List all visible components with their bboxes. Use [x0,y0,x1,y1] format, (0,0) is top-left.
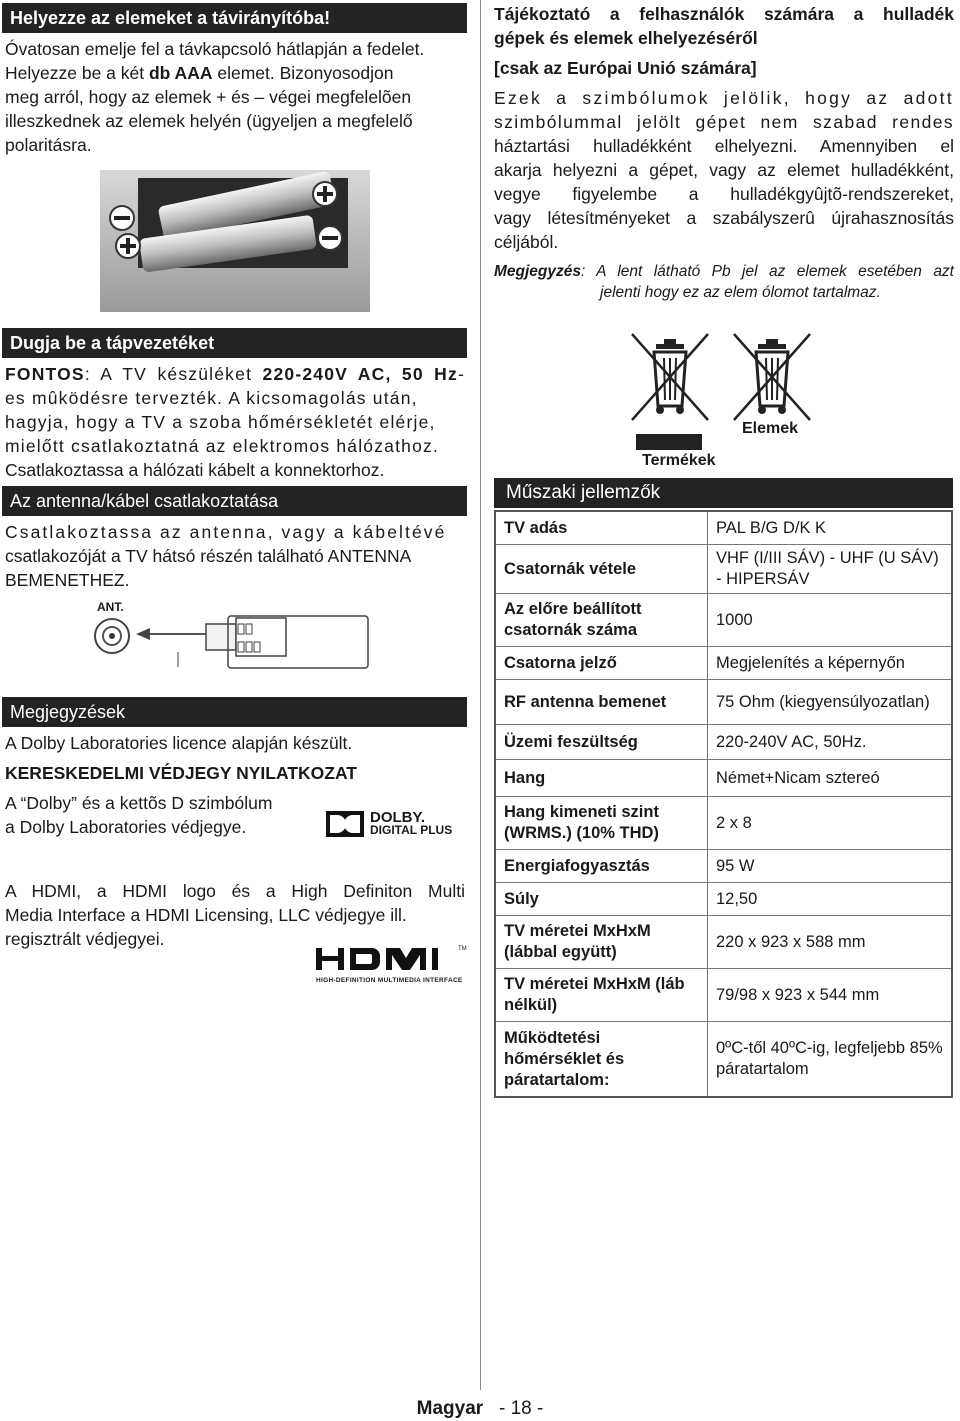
power-line: es mûködésre tervezték. A kicsomagolás után, [5,388,418,408]
antenna-heading: Az antenna/kábel csatlakoztatása [2,486,467,516]
hdmi-wordmark-icon [316,946,464,972]
spec-label: TV adás [496,512,708,544]
spec-value: PAL B/G D/K K [716,518,827,537]
antenna-text [5,520,465,592]
disposal-line: akarja helyezni a gépet, vagy az elemet hulladékként, [494,160,954,180]
spec-value: 12,50 [716,889,758,908]
dolby-logo-subtext: DIGITAL PLUS [370,823,453,837]
power-text [5,362,465,482]
batteries-line: illeszkednek az elemek helyén (ügyeljen a megfelelő [5,111,413,131]
spec-value: VHF (I/III SÁV) - UHF (U SÁV) - HIPERSÁV [716,549,939,588]
spec-value: 220-240V AC, 50Hz. [716,732,867,751]
table-row [496,593,951,646]
table-row [496,512,951,544]
spec-value: 1000 [716,610,753,629]
notes-heading: Megjegyzések [2,697,467,727]
dolby-trademark-line: a Dolby Laboratories védjegye. [5,817,247,837]
ant-label: ANT. [97,600,124,614]
text-span: elemet. Bizonyosodjon [212,63,394,83]
text-span: : A lent látható Pb jel az elemek esetében azt [581,263,954,280]
table-row [496,882,951,915]
batteries-line: meg arról, hogy az elemek + és – végei megfelelõen [5,87,412,107]
disposal-heading-line: gépek és elemek elhelyezéséről [494,28,758,48]
label-batteries: Elemek [742,420,799,437]
power-heading: Dugja be a tápvezetéket [2,328,467,358]
hdmi-logo-subtext: HIGH-DEFINITION MULTIMEDIA INTERFACE [316,977,463,984]
disposal-heading-line: Tájékoztató a felhasználók számára a hulladék [494,4,954,24]
spec-value: 0ºC-től 40ºC-ig, legfeljebb 85% páratartalom [716,1039,943,1078]
separate-collection-bar [636,434,702,450]
spec-value: 75 Ohm (kiegyensúlyozatlan) [716,692,930,711]
spec-label: Hang kimeneti szint (WRMS.) (10% THD) [496,797,708,849]
spec-value: 95 W [716,856,755,875]
table-row [496,968,951,1021]
spec-value: 79/98 x 923 x 544 mm [716,985,880,1004]
text-span: Helyezze be a két [5,63,149,83]
power-line: hagyja, hogy a TV a szoba hőmérsékletét elérje, [5,412,436,432]
table-row [496,796,951,849]
batteries-line: polaritásra. [5,135,92,155]
hdmi-line: A HDMI, a HDMI logo és a High Definiton Multi [5,881,465,901]
dolby-logo-text: DOLBY. [370,809,426,826]
hdmi-text [5,879,465,951]
disposal-line: Ezek a szimbólumok jelölik, hogy az adott [494,88,954,108]
spec-label: Hang [496,760,708,796]
spec-value: 2 x 8 [716,813,752,832]
table-row [496,1021,951,1096]
disposal-note-line [494,261,954,282]
table-row [496,849,951,882]
disposal-line: vegye figyelembe a hulladékgyûjtõ-rendszereket, [494,184,954,204]
battery-compartment-image [100,170,370,312]
specs-table [494,510,953,1098]
spec-value: Német+Nicam sztereó [716,768,880,787]
spec-label: Csatorna jelző [496,647,708,679]
spec-label: TV méretei MxHxM (láb nélkül) [496,969,708,1021]
spec-label: Az előre beállított csatornák száma [496,594,708,646]
antenna-line: BEMENETHEZ. [5,570,130,590]
batteries-line: Óvatosan emelje fel a távkapcsoló hátlapján a fedelet. [5,39,425,59]
footer-language: Magyar [416,1398,484,1419]
disposal-line: vagy létesítményeket a szabályszerû újrahasznosítás [494,208,954,228]
spec-label: Csatornák vétele [496,545,708,593]
spec-label: Üzemi feszültség [496,725,708,759]
specs-heading: Műszaki jellemzők [494,478,953,508]
crossed-bin-products-icon [628,330,712,426]
table-row [496,646,951,679]
disposal-heading [494,2,954,80]
table-row [496,724,951,759]
power-line [5,362,465,386]
label-products: Termékek [642,452,716,469]
spec-label: TV méretei MxHxM (lábbal együtt) [496,916,708,968]
hdmi-tm-mark: TM [458,946,467,952]
text-span: - [457,364,465,384]
hdmi-logo [316,946,466,984]
double-d-icon [326,811,364,837]
aaa-bold: db AAA [148,63,213,83]
batteries-text [5,37,465,157]
eu-only-label: [csak az Európai Unió számára] [494,58,757,78]
table-row [496,759,951,796]
voltage-bold: 220-240V AC, 50 Hz [262,364,458,384]
table-row [496,544,951,593]
power-line: Csatlakoztassa a hálózati kábelt a konnektorhoz. [5,460,385,480]
text-span: : A TV készüléket [84,364,263,384]
column-divider [480,0,481,1390]
spec-label: Súly [496,883,708,915]
antenna-connector-image [88,612,378,672]
spec-value: Megjelenítés a képernyőn [716,653,905,672]
trademark-heading: KERESKEDELMI VÉDJEGY NYILATKOZAT [5,763,357,783]
dolby-licence-text: A Dolby Laboratories licence alapján készült. [5,733,353,753]
spec-value: 220 x 923 x 588 mm [716,932,866,951]
hdmi-line: Media Interface a HDMI Licensing, LLC védjegye ill. [5,905,407,925]
spec-label: RF antenna bemenet [496,680,708,724]
page-footer [0,1398,960,1420]
hdmi-line: regisztrált védjegyei. [5,929,165,949]
antenna-line: csatlakozóját a TV hátsó részén található ANTENNA [5,546,412,566]
disposal-note [494,261,954,303]
spec-label: Energiafogyasztás [496,850,708,882]
power-line: mielőtt csatlakoztatná az elektromos hálózathoz. [5,436,440,456]
page-number: - 18 - [499,1398,544,1419]
antenna-line: Csatlakoztassa az antenna, vagy a kábeltévé [5,522,447,542]
disposal-line: céljából. [494,232,559,252]
batteries-heading: Helyezze az elemeket a távirányítóba! [2,3,467,33]
dolby-logo [326,811,452,837]
note-label: Megjegyzés [494,263,582,280]
dolby-trademark-line: A “Dolby” és a kettõs D szimbólum [5,793,273,813]
crossed-bin-batteries-icon [730,330,814,426]
table-row [496,679,951,724]
table-row [496,915,951,968]
fontos-label: FONTOS [5,364,85,384]
disposal-line: szimbólummal jelölt gépet nem szabad rendes [494,112,954,132]
batteries-line [5,61,465,85]
spec-label: Működtetési hőmérséklet és páratartalom: [496,1022,708,1096]
disposal-text [494,86,954,254]
disposal-line: háztartási hulladékként elhelyezni. Amennyiben el [494,136,954,156]
disposal-note-line: jelenti hogy ez az elem ólomot tartalmaz. [600,284,881,301]
